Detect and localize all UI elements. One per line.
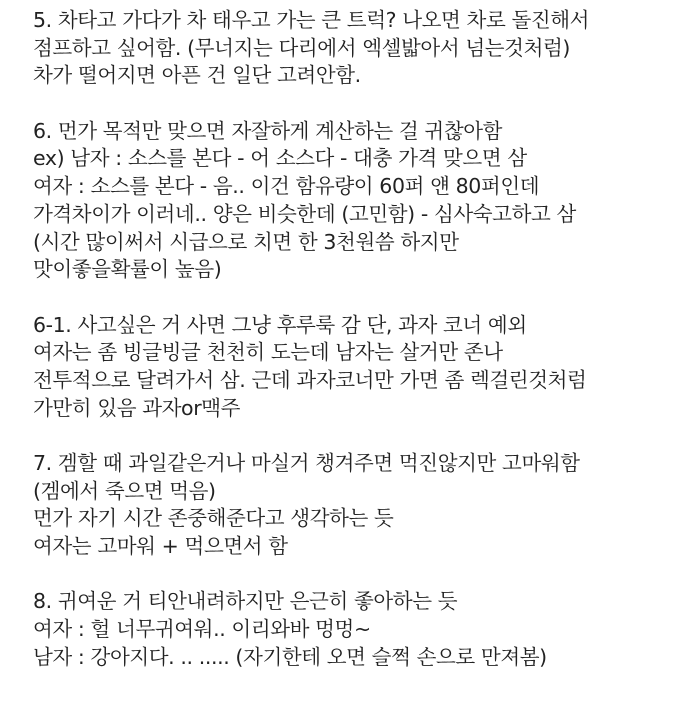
- text-line: 여자는 좀 빙글빙글 천천히 도는데 남자는 살거만 존나: [33, 340, 503, 365]
- text-line: 먼가 자기 시간 존중해준다고 생각하는 듯: [33, 506, 394, 531]
- text-line: ex) 남자 : 소스를 본다 - 어 소스다 - 대충 가격 맞으면 삼: [33, 146, 527, 171]
- text-line: 가만히 있음 과자or맥주: [33, 395, 241, 420]
- text-line: (겜에서 죽으면 먹음): [33, 478, 216, 503]
- section-8: [33, 588, 673, 671]
- text-line: 맛이좋을확률이 높음): [33, 257, 222, 282]
- post-body: [33, 7, 673, 672]
- text-line: 8. 귀여운 거 티안내려하지만 은근히 좋아하는 듯: [33, 589, 458, 614]
- text-line: 7. 겜할 때 과일같은거나 마실거 챙겨주면 먹진않지만 고마워함: [33, 451, 580, 475]
- text-line: 6. 먼가 목적만 맞으면 자잘하게 계산하는 걸 귀찮아함: [33, 118, 503, 143]
- paragraph-gap: [33, 422, 673, 450]
- text-line: (시간 많이써서 시급으로 치면 한 3천원씀 하지만: [33, 229, 459, 254]
- paragraph-gap: [33, 561, 673, 589]
- text-line: 점프하고 싶어함. (무너지는 다리에서 엑셀밟아서 넘는것처럼): [33, 35, 570, 60]
- text-line: 가격차이가 이러네.. 양은 비슷한데 (고민함) - 심사숙고하고 삼: [33, 201, 576, 226]
- section-7: [33, 450, 673, 561]
- text-line: 6-1. 사고싶은 거 사면 그냥 후루룩 감 단, 과자 코너 예외: [33, 312, 527, 337]
- text-line: 차가 떨어지면 아픈 건 일단 고려안함.: [33, 63, 361, 88]
- text-line: 전투적으로 달려가서 삼. 근데 과자코너만 가면 좀 렉걸린것처럼: [33, 367, 587, 392]
- section-6-1: [33, 312, 673, 423]
- text-line: 여자 : 헐 너무귀여워.. 이리와바 멍멍~: [33, 617, 371, 642]
- paragraph-gap: [33, 284, 673, 312]
- section-6: [33, 118, 673, 284]
- paragraph-gap: [33, 90, 673, 118]
- section-5: [33, 7, 673, 90]
- text-line: 여자는 고마워 + 먹으면서 함: [33, 534, 288, 559]
- text-line: 5. 차타고 가다가 차 태우고 가는 큰 트럭? 나오면 차로 돌진해서: [33, 8, 590, 32]
- text-line: 남자 : 강아지다. .. ..... (자기한테 오면 슬쩍 손으로 만져봄): [33, 644, 547, 669]
- text-line: 여자 : 소스를 본다 - 음.. 이건 함유량이 60퍼 얜 80퍼인데: [33, 174, 540, 199]
